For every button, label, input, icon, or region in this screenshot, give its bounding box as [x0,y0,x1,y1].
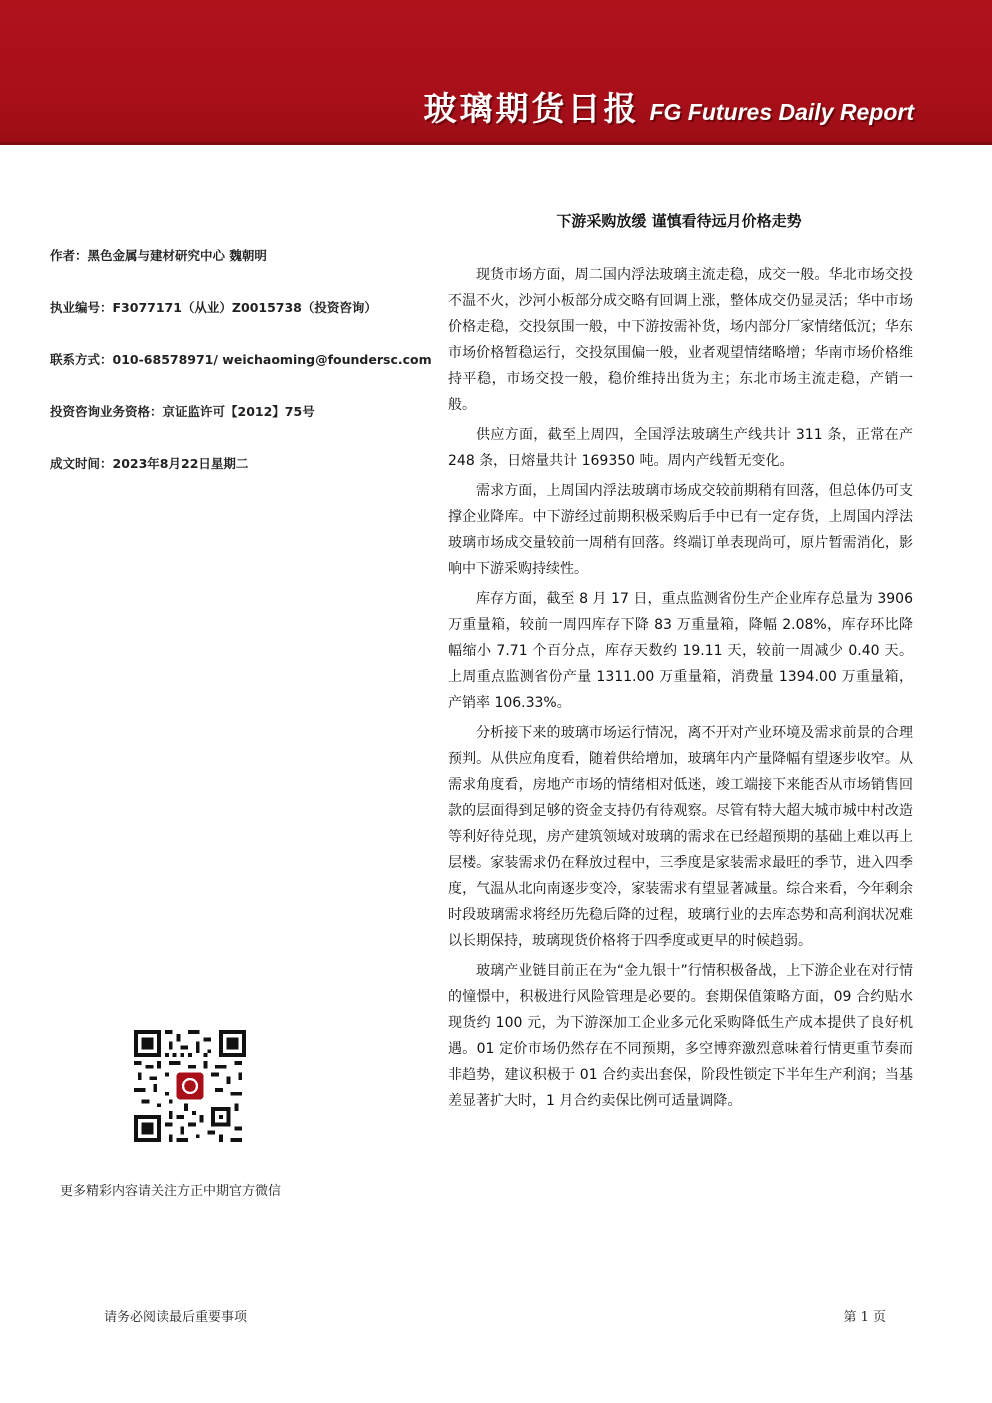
report-title-en: FG Futures Daily Report [649,99,914,125]
report-title [423,86,914,130]
paragraph-supply: 供应方面，截至上周四，全国浮法玻璃生产线共计 311 条，正常在产 248 条，日熔量共计 169350 吨。周内产线暂无变化。 [448,427,913,469]
meta-label: 执业编号： [50,300,113,315]
meta-label: 联系方式： [50,352,113,367]
meta-label: 作者： [50,248,88,263]
author-line [50,246,430,264]
meta-value: 2023年8月22日星期二 [112,456,249,471]
meta-value[interactable]: 010-68578971/ weichaoming@foundersc.com [112,352,432,367]
paragraph-analysis: 分析接下来的玻璃市场运行情况，离不开对产业环境及需求前景的合理预判。从供应角度看，随着供给增加，玻璃年内产量降幅有望逐步收窄。从需求角度看，房地产市场的情绪相对低迷，竣工端接下来能否从市场销售回款的层面得到足够的资金支持仍有待观察。尽管有特大超大城市城中村改造等利好待兑现，房产建筑领域对玻璃的需求在已经超预期的基础上难以再上层楼。家装需求仍在释放过程中，三季度是家装需求最旺的季节，进入四季度，气温从北向南逐步变冷，家装需求有望显著减量。综合来看，今年剩余时段玻璃需求将经历先稳后降的过程，玻璃行业的去库态势和高利润状况难以长期保持，玻璃现货价格将于四季度或更早的时候趋弱。 [448,725,913,949]
paragraph-demand: 需求方面，上周国内浮法玻璃市场成交较前期稍有回落，但总体仍可支撑企业降库。中下游经过前期积极采购后手中已有一定存货，上周国内浮法玻璃市场成交量较前一周稍有回落。终端订单表现尚可，原片暂需消化，影响中下游采购持续性。 [448,483,913,577]
meta-value: F3077171（从业）Z0015738（投资咨询） [112,300,377,315]
meta-label: 投资咨询业务资格： [50,404,163,419]
license-line [50,298,430,316]
contact-line [50,350,430,368]
wechat-qr-code[interactable] [134,1030,246,1142]
meta-value: 黑色金属与建材研究中心 魏朝明 [87,248,267,263]
report-title-cn: 玻璃期货日报 [423,89,640,128]
header-divider [0,142,992,145]
paragraph-strategy: 玻璃产业链目前正在为“金九银十”行情积极备战，上下游企业在对行情的憧憬中，积极进行风险管理是必要的。套期保值策略方面，09 合约贴水现货约 100 元，为下游深加工企业多元化采购降低生产成本提供了良好机遇。01 定价市场仍然存在不同预期，多空博弈激烈意味着行情更重节奏而非趋势，建议积极于 01 合约卖出套保，阶段性锁定下半年生产利润；当基差显著扩大时，1 月合约卖保比例可适量调降。 [448,963,913,1109]
footer-notice: 请务必阅读最后重要事项 [104,1310,248,1325]
paragraph-spot-market: 现货市场方面，周二国内浮法玻璃主流走稳，成交一般。华北市场交投不温不火，沙河小板部分成交略有回调上涨，整体成交仍显灵活；华中市场价格走稳，交投氛围一般，中下游按需补货，场内部分厂家情绪低沉；华东市场价格暂稳运行，交投氛围偏一般，业者观望情绪略增；华南市场价格维持平稳，市场交投一般，稳价维持出货为主；东北市场主流走稳，产销一般。 [448,267,913,413]
article-body [448,262,913,1118]
qr-caption: 更多精彩内容请关注方正中期官方微信 [60,1184,282,1199]
date-line [50,454,430,472]
page-number: 第 1 页 [843,1310,886,1325]
meta-label: 成文时间： [50,456,113,471]
article-title: 下游采购放缓 谨慎看待远月价格走势 [556,212,802,230]
meta-value: 京证监许可【2012】75号 [162,404,315,419]
qualification-line [50,402,430,420]
paragraph-inventory: 库存方面，截至 8 月 17 日，重点监测省份生产企业库存总量为 3906 万重量箱，较前一周四库存下降 83 万重量箱，降幅 2.08%，库存环比降幅缩小 7.71 个百分点，库存天数约 19.11 天，较前一周减少 0.40 天。上周重点监测省份产量 1311.00 万重量箱，消费量 1394.00 万重量箱，产销率 106.33%。 [448,591,913,711]
